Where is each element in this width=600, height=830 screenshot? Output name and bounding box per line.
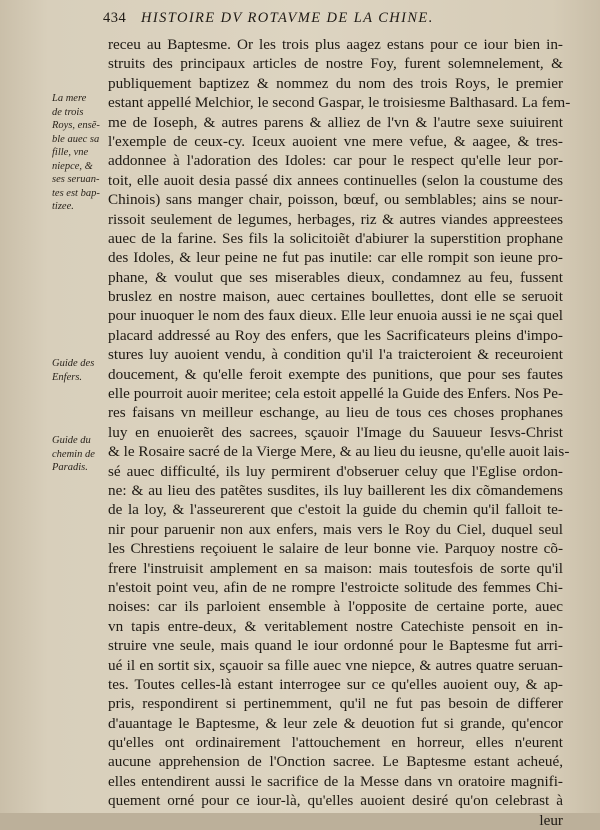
text-line: elles entendirent aussi le sacrifice de la Messe dans vn oratoire magnifi- — [108, 772, 563, 790]
text-line: auec de la farine. Ses fils la solicitoiẽt d'abiurer la superstition prophane — [108, 229, 563, 247]
text-line: addonnee à l'adoration des Idoles: car pour le respect qu'elle leur por- — [108, 152, 563, 170]
marginal-note-line: Guide des — [52, 358, 95, 369]
text-line: d'auantage le Baptesme, & leur zele & deuotion fut si grande, qu'encor — [108, 714, 563, 732]
marginal-note-line: Paradis. — [52, 462, 88, 473]
marginal-note-line: tizee. — [52, 201, 74, 212]
text-line: frere l'instruisit amplement en sa maison: mais toutesfois de sorte qu'il — [108, 559, 563, 577]
marginal-note-line: niepce, & — [52, 160, 93, 172]
text-line: stures luy auoient vendu, à condition qu'il l'a traicteroient & receuroient — [108, 346, 563, 364]
page-header — [103, 10, 558, 32]
text-line: publiquement baptizez & nommez du nom des trois Roys, le premier — [108, 74, 563, 92]
text-line: pour inuoquer le nom des faux dieux. Elle leur enuoia aussi ie ne sçai quel — [108, 307, 563, 325]
page-number: 434 — [103, 10, 127, 26]
marginal-note-line: Roys, ensẽ- — [52, 120, 100, 131]
text-line: elle pourroit auoir meritee; cela estoit appellé la Guide des Enfers. Nos Pe- — [108, 385, 564, 403]
text-line: n'estoit point veu, afin de ne rompre l'estroicte solitude des femmes Chi- — [108, 578, 563, 596]
marginal-note-guide-to-paradise — [52, 434, 110, 475]
text-line: noises: car ils parloient ensemble à l'opposite de certaine porte, auec — [108, 598, 563, 616]
text-line: placard addressé au Roy des enfers, que les Sacrificateurs pleins d'impo- — [108, 326, 563, 344]
marginal-note-line: chemin de — [52, 448, 95, 460]
text-line: struire vne seule, mais quand le iour ordonné pour le Baptesme fut arri- — [108, 637, 563, 655]
text-line: Chinois) sans manger chair, poisson, bœuf, ou semblables; ains se nour- — [108, 191, 563, 209]
text-line: tes. Toutes celles-là estant interrogee sur ce qu'elles auoient ouy, & ap- — [108, 675, 563, 693]
marginal-note-guide-of-hell — [52, 357, 110, 384]
text-line: luy en enuoierẽt des sacrees, sçauoir l'Image du Sauueur Iesvs-Christ — [108, 423, 563, 441]
text-line: pris, respondirent si pertinemment, qu'il ne fut pas besoin de differer — [108, 695, 563, 713]
text-line: sé auec difficulté, ils luy permirent d'obseruer celuy que l'Eglise ordon- — [108, 462, 563, 480]
marginal-note-line: ses seruan- — [52, 174, 100, 185]
text-line: res faisans vn meilleur eschange, au lieu de tous ces choses prophanes — [108, 404, 563, 422]
text-line: leur — [539, 811, 563, 829]
text-line: & le Rosaire sacré de la Vierge Mere, & au lieu du ieusne, qu'elle auoit lais- — [108, 443, 570, 461]
marginal-note-line: Enfers. — [52, 371, 83, 383]
marginal-note-line: fille, vne — [52, 147, 89, 158]
marginal-note-line: ble auec sa — [52, 133, 100, 145]
marginal-note-line: de trois — [52, 106, 84, 118]
marginal-note-line: La mere — [52, 93, 87, 104]
text-line: bruslez en nostre maison, auec certaines boullettes, dont elle se seruoit — [108, 288, 563, 306]
text-line: aucune apprehension de l'Onction sacree. Le Baptesme estant acheué, — [108, 753, 563, 771]
text-line: les Chrestiens reçoiuent le salaire de leur bonne vie. Parquoy nostre cõ- — [108, 540, 563, 558]
marginal-note-line: Guide du — [52, 435, 91, 446]
text-line: doucement, & qu'elle feroit exempte des punitions, que pour ses fautes — [108, 365, 563, 383]
text-line: phane, & voulut que ses miserables dieux, condamnez au feu, fussent — [108, 268, 563, 286]
text-line: vn tapis entre-deux, & veritablement nostre Catechiste pensoit en in- — [108, 617, 563, 635]
text-line: de la loy, & l'asseurerent que c'estoit la guide du chemin qu'il falloit te- — [108, 501, 563, 519]
text-line: nir pour paruenir non aux enfers, mais vers le Roy du Ciel, duquel seul — [108, 520, 563, 538]
text-line: qu'elles ont ordinairement l'attouchement en horreur, elles n'eurent — [108, 734, 563, 752]
text-line: me de Ioseph, & autres parens & alliez de l'vn & l'autre sexe suiuirent — [108, 113, 563, 131]
marginal-note-line: tes est bap- — [52, 187, 100, 199]
text-line: struits des principaux articles de nostre Foy, furent solemnelement, & — [108, 55, 563, 73]
marginal-note-mother-baptized — [52, 92, 110, 214]
text-line: l'exemple de ceux-cy. Iceux auoient vne mere vefue, & aagee, & tres- — [108, 132, 563, 150]
text-line: estant appellé Melchior, le second Gaspar, le troisiesme Balthasard. La fem- — [108, 94, 571, 112]
text-line: quement orné pour ce iour-là, qu'elles auoient desiré qu'on celebrast à — [108, 792, 563, 810]
text-line: receu au Baptesme. Or les trois plus aagez estans pour ce iour bien in- — [108, 36, 563, 53]
text-line: toit, elle auoit desia passé dix annees continuelles (selon la coustume des — [108, 171, 563, 189]
running-title: HISTOIRE DV ROTAVME DE LA CHINE. — [141, 10, 434, 26]
main-text-block — [108, 35, 571, 830]
text-line: ué il en sortit six, sçauoir sa fille auec vne niepce, & autres quatre seruan- — [108, 656, 563, 674]
text-line: des Idoles, & leur peine ne fut pas inutile: car elle rompit son ieune pro- — [108, 249, 563, 267]
text-line: ne: & au lieu des patẽtes susdites, ils luy baillerent les dix cõmandemens — [108, 481, 563, 499]
text-line: rissoit seulement de legumes, herbages, riz & autres viandes appreestees — [108, 210, 563, 228]
